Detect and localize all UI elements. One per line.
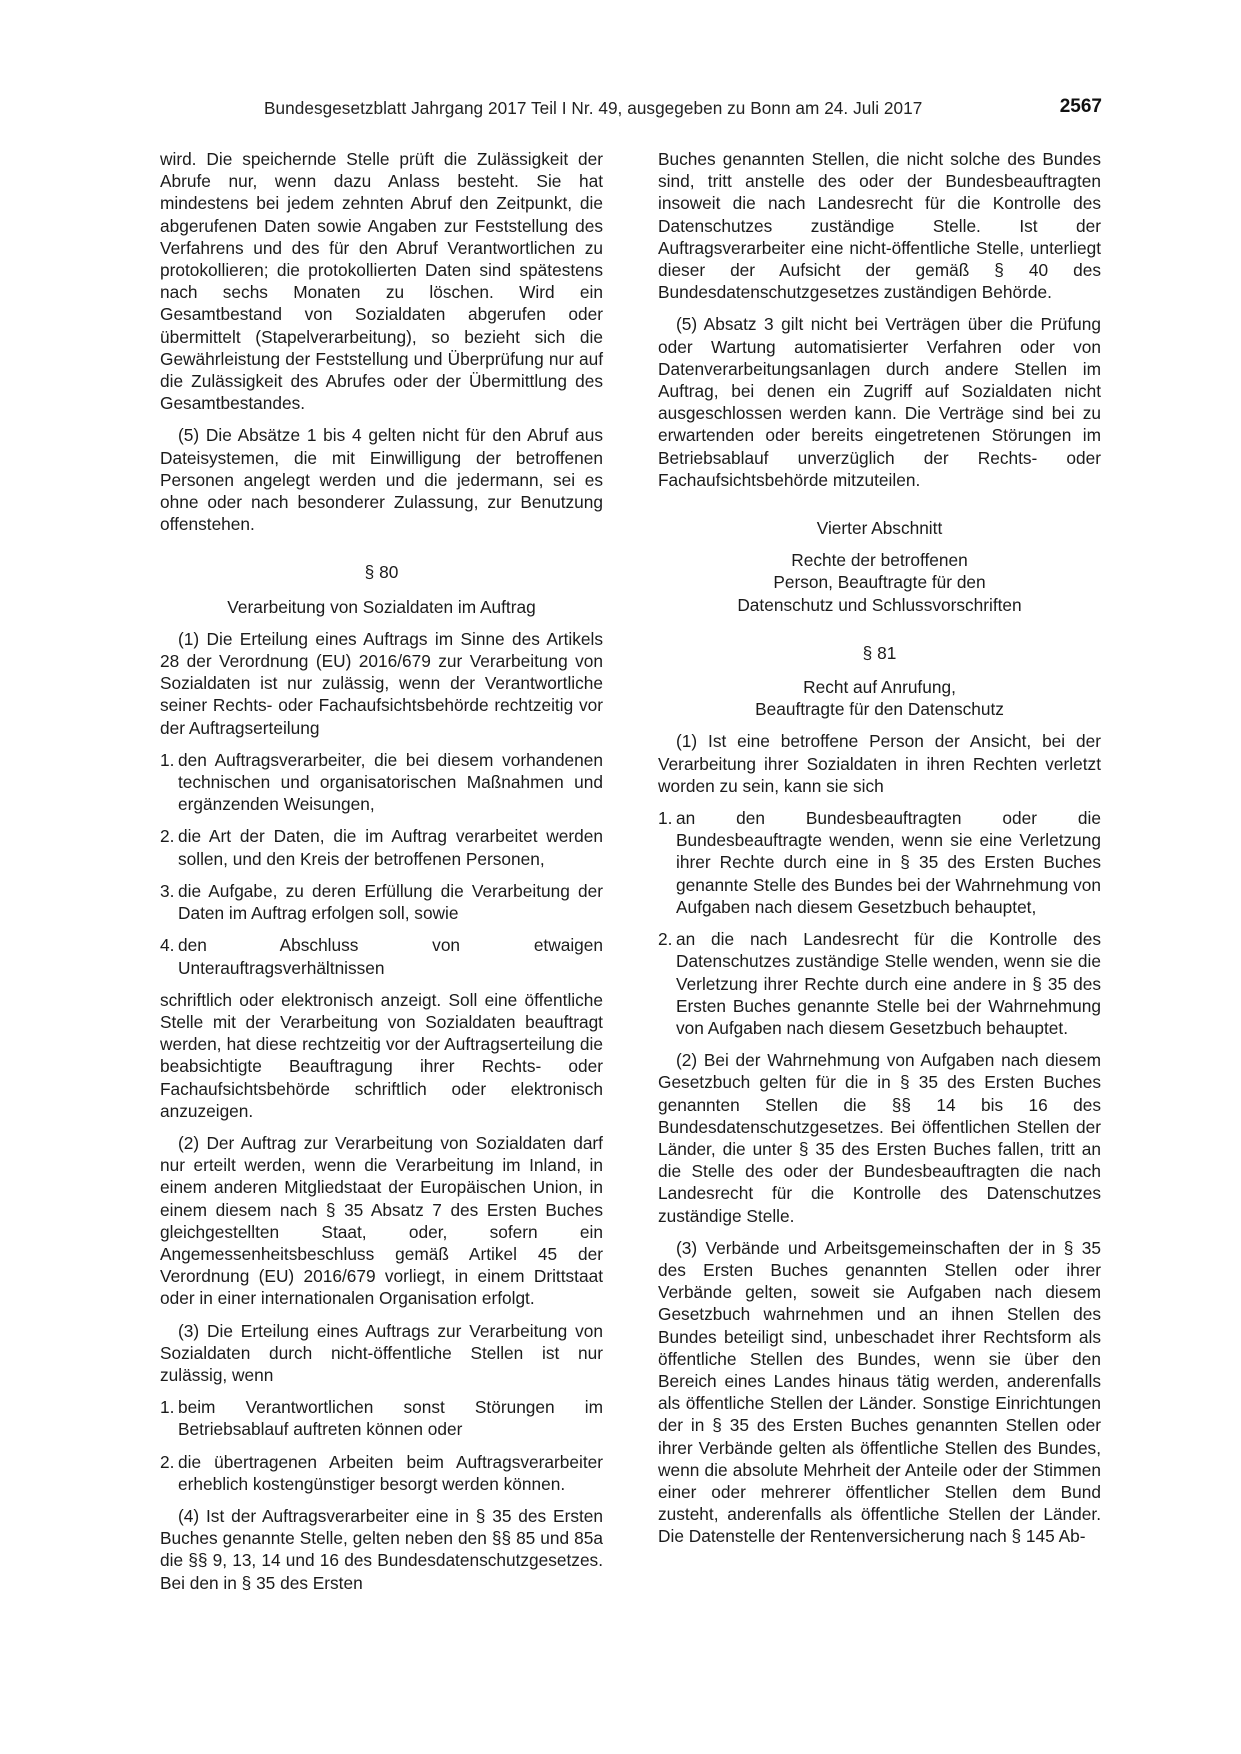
list-item-number: 2. — [160, 1451, 175, 1472]
list-item-text: die übertragenen Arbeiten beim Auftragsverarbeiter erheblich kostengünstiger besorgt werden können. — [178, 1451, 603, 1494]
paragraph-5: (5) Absatz 3 gilt nicht bei Verträgen über die Prüfung oder Wartung automatisierter Verfahren oder von Datenverarbeitungsanlagen durch andere Stellen im Auftrag, bei denen ein Zugriff auf Sozialdaten nicht ausgeschlossen werden kann. Die Verträge sind bei zu erwartenden oder bereits eingetretenen Störungen im Betriebsablauf unverzüglich der Rechts- oder Fachaufsichtsbehörde mitzuteilen. — [658, 314, 1101, 490]
left-column — [160, 148, 603, 1604]
list-item-text: den Abschluss von etwaigen Unterauftragsverhältnissen — [178, 935, 603, 978]
header-title: Bundesgesetzblatt Jahrgang 2017 Teil I Nr. 49, ausgegeben zu Bonn am 24. Juli 2017 — [264, 98, 923, 118]
list-paragraph-1 — [658, 807, 1101, 1039]
chapter-title-line: Datenschutz und Schlussvorschriften — [737, 594, 1022, 615]
list-paragraph-1 — [160, 749, 603, 979]
paragraph-4: (4) Ist der Auftragsverarbeiter eine in § 35 des Ersten Buches genannte Stelle, gelten neben den §§ 85 und 85a die §§ 9, 13, 14 und 16 des Bundesdatenschutzgesetzes. Bei den in § 35 des Ersten — [160, 1505, 603, 1593]
paragraph-1: (1) Ist eine betroffene Person der Ansicht, bei der Verarbeitung ihrer Sozialdaten in ihren Rechten verletzt worden zu sein, kann sie sich — [658, 731, 1101, 796]
paragraph-continued: wird. Die speichernde Stelle prüft die Zulässigkeit der Abrufe nur, wenn dazu Anlass besteht. Sie hat mindestens bei jedem zehnten Abruf den Zeitpunkt, die abgerufenen Daten sowie Angaben zur Feststellung des Verfahrens und des für den Abruf Verantwortlichen zu protokollieren; die protokollierten Daten sind spätestens nach sechs Monaten zu löschen. Wird ein Gesamtbestand von Sozialdaten abgerufen oder übermittelt (Stapelverarbeitung), so bezieht sich die Gewährleistung der Feststellung und Überprüfung nur auf die Zulässigkeit des Abrufes oder der Übermittlung des Gesamtbestandes. — [160, 149, 603, 414]
section-number-81: § 81 — [862, 642, 897, 663]
list-item — [160, 934, 603, 978]
section-title-80: Verarbeitung von Sozialdaten im Auftrag — [227, 596, 536, 617]
chapter-title — [658, 549, 1101, 616]
list-item — [160, 749, 603, 816]
paragraph-5: (5) Die Absätze 1 bis 4 gelten nicht für den Abruf aus Dateisystemen, die mit Einwilligung der betroffenen Personen angelegt werden und die jedermann, sei es ohne oder nach besonderer Zulassung, zur Benutzung offenstehen. — [160, 425, 603, 535]
paragraph-1-continued: schriftlich oder elektronisch anzeigt. Soll eine öffentliche Stelle mit der Verarbeitung von Sozialdaten beauftragt werden, hat diese rechtzeitig vor der Auftragserteilung die beabsichtigte Beauftragung ihrer Rechts- oder Fachaufsichtsbehörde schriftlich oder elektronisch anzuzeigen. — [160, 989, 603, 1121]
list-item — [160, 880, 603, 924]
page-header — [160, 98, 1102, 124]
list-item-number: 1. — [160, 1397, 175, 1418]
list-item — [160, 825, 603, 869]
list-item-text: beim Verantwortlichen sonst Störungen im Betriebsablauf auftreten können oder — [178, 1397, 603, 1440]
paragraph-2: (2) Der Auftrag zur Verarbeitung von Sozialdaten darf nur erteilt werden, wenn die Verarbeitung im Inland, in einem anderen Mitgliedstaat der Europäischen Union, in einem diesem nach § 35 Absatz 7 des Ersten Buches gleichgestellten Staat, oder, sofern ein Angemessenheitsbeschluss gemäß Artikel 45 der Verordnung (EU) 2016/679 vorliegt, in einem Drittstaat oder in einer internationalen Organisation erfolgt. — [160, 1132, 603, 1309]
list-item — [160, 1396, 603, 1440]
paragraph-4-continued: Buches genannten Stellen, die nicht solche des Bundes sind, tritt anstelle des oder der Bundesbeauftragten insoweit die nach Landesrecht für die Kontrolle des Datenschutzes zuständige Stelle. Ist der Auftragsverarbeiter eine nicht-öffentliche Stelle, unterliegt dieser der Aufsicht der gemäß § 40 des Bundesdatenschutzgesetzes zuständigen Behörde. — [658, 149, 1101, 303]
list-item-number: 1. — [658, 808, 673, 829]
list-item-text: die Aufgabe, zu deren Erfüllung die Verarbeitung der Daten im Auftrag erfolgen soll, sowie — [178, 880, 603, 924]
list-item-number: 4. — [160, 935, 175, 956]
list-item-number: 2. — [658, 929, 673, 950]
list-item — [658, 928, 1101, 1039]
section-title-81 — [658, 676, 1101, 720]
list-item-text: an den Bundesbeauftragten oder die Bundesbeauftragte wenden, wenn sie eine Verletzung ihrer Rechte durch eine in § 35 des Ersten Buches genannte Stelle des Bundes bei der Wahrnehmung von Aufgaben nach diesem Gesetzbuch behauptet, — [676, 808, 1101, 917]
page-number: 2567 — [1059, 96, 1102, 117]
paragraph-1: (1) Die Erteilung eines Auftrags im Sinne des Artikels 28 der Verordnung (EU) 2016/679 zur Verarbeitung von Sozialdaten ist nur zulässig, wenn der Verantwortliche seiner Rechts- oder Fachaufsichtsbehörde rechtzeitig vor der Auftragserteilung — [160, 628, 603, 738]
list-item-text: den Auftragsverarbeiter, die bei diesem vorhandenen technischen und organisatorischen Maßnahmen und ergänzenden Weisungen, — [178, 749, 603, 815]
list-item-text: die Art der Daten, die im Auftrag verarbeitet werden sollen, und den Kreis der betroffenen Personen, — [178, 826, 603, 869]
chapter-heading: Vierter Abschnitt — [816, 518, 943, 539]
list-item — [658, 807, 1101, 918]
section-title-line: Beauftragte für den Datenschutz — [755, 699, 1004, 720]
list-item-text: an die nach Landesrecht für die Kontrolle des Datenschutzes zuständige Stelle wenden, wenn sie die Verletzung ihrer Rechte durch eine andere in § 35 des Ersten Buches genannte Stelle bei der Wahrnehmung von Aufgaben nach diesem Gesetzbuch behauptet. — [676, 929, 1101, 1038]
list-item — [160, 1451, 603, 1495]
chapter-title-line: Rechte der betroffenen — [791, 550, 968, 571]
chapter-title-line: Person, Beauftragte für den — [773, 572, 986, 593]
list-paragraph-3 — [160, 1396, 603, 1495]
section-title-line: Recht auf Anrufung, — [803, 677, 956, 698]
paragraph-3: (3) Die Erteilung eines Auftrags zur Verarbeitung von Sozialdaten durch nicht-öffentliche Stellen ist nur zulässig, wenn — [160, 1320, 603, 1385]
section-number-80: § 80 — [364, 562, 399, 583]
right-column — [658, 148, 1101, 1558]
paragraph-2: (2) Bei der Wahrnehmung von Aufgaben nach diesem Gesetzbuch gelten für die in § 35 des Ersten Buches genannten Stellen die §§ 14 bis 16 des Bundesdatenschutzgesetzes. Bei öffentlichen Stellen der Länder, die unter § 35 des Ersten Buches fallen, tritt an die Stelle des oder der Bundesbeauftragten die nach Landesrecht für die Kontrolle des Datenschutzes zuständige Stelle. — [658, 1050, 1101, 1226]
list-item-number: 1. — [160, 749, 175, 770]
list-item-number: 2. — [160, 826, 175, 847]
paragraph-3: (3) Verbände und Arbeitsgemeinschaften der in § 35 des Ersten Buches genannten Stellen oder ihrer Verbände gelten, soweit sie Aufgaben nach diesem Gesetzbuch wahrnehmen und an ihnen Stellen des Bundes beteiligt sind, unbeschadet ihrer Rechtsform als öffentliche Stellen des Bundes, wenn sie über den Bereich eines Landes hinaus tätig werden, anderenfalls als öffentliche Stellen der Länder. Sonstige Einrichtungen der in § 35 des Ersten Buches genannten Stellen oder ihrer Verbände gelten als öffentliche Stellen des Bundes, wenn die absolute Mehrheit der Anteile oder der Stimmen einer oder mehrerer öffentlicher Stellen dem Bund zusteht, anderenfalls als öffentliche Stellen der Länder. Die Datenstelle der Rentenversicherung nach § 145 Ab- — [658, 1237, 1101, 1547]
list-item-number: 3. — [160, 880, 175, 901]
